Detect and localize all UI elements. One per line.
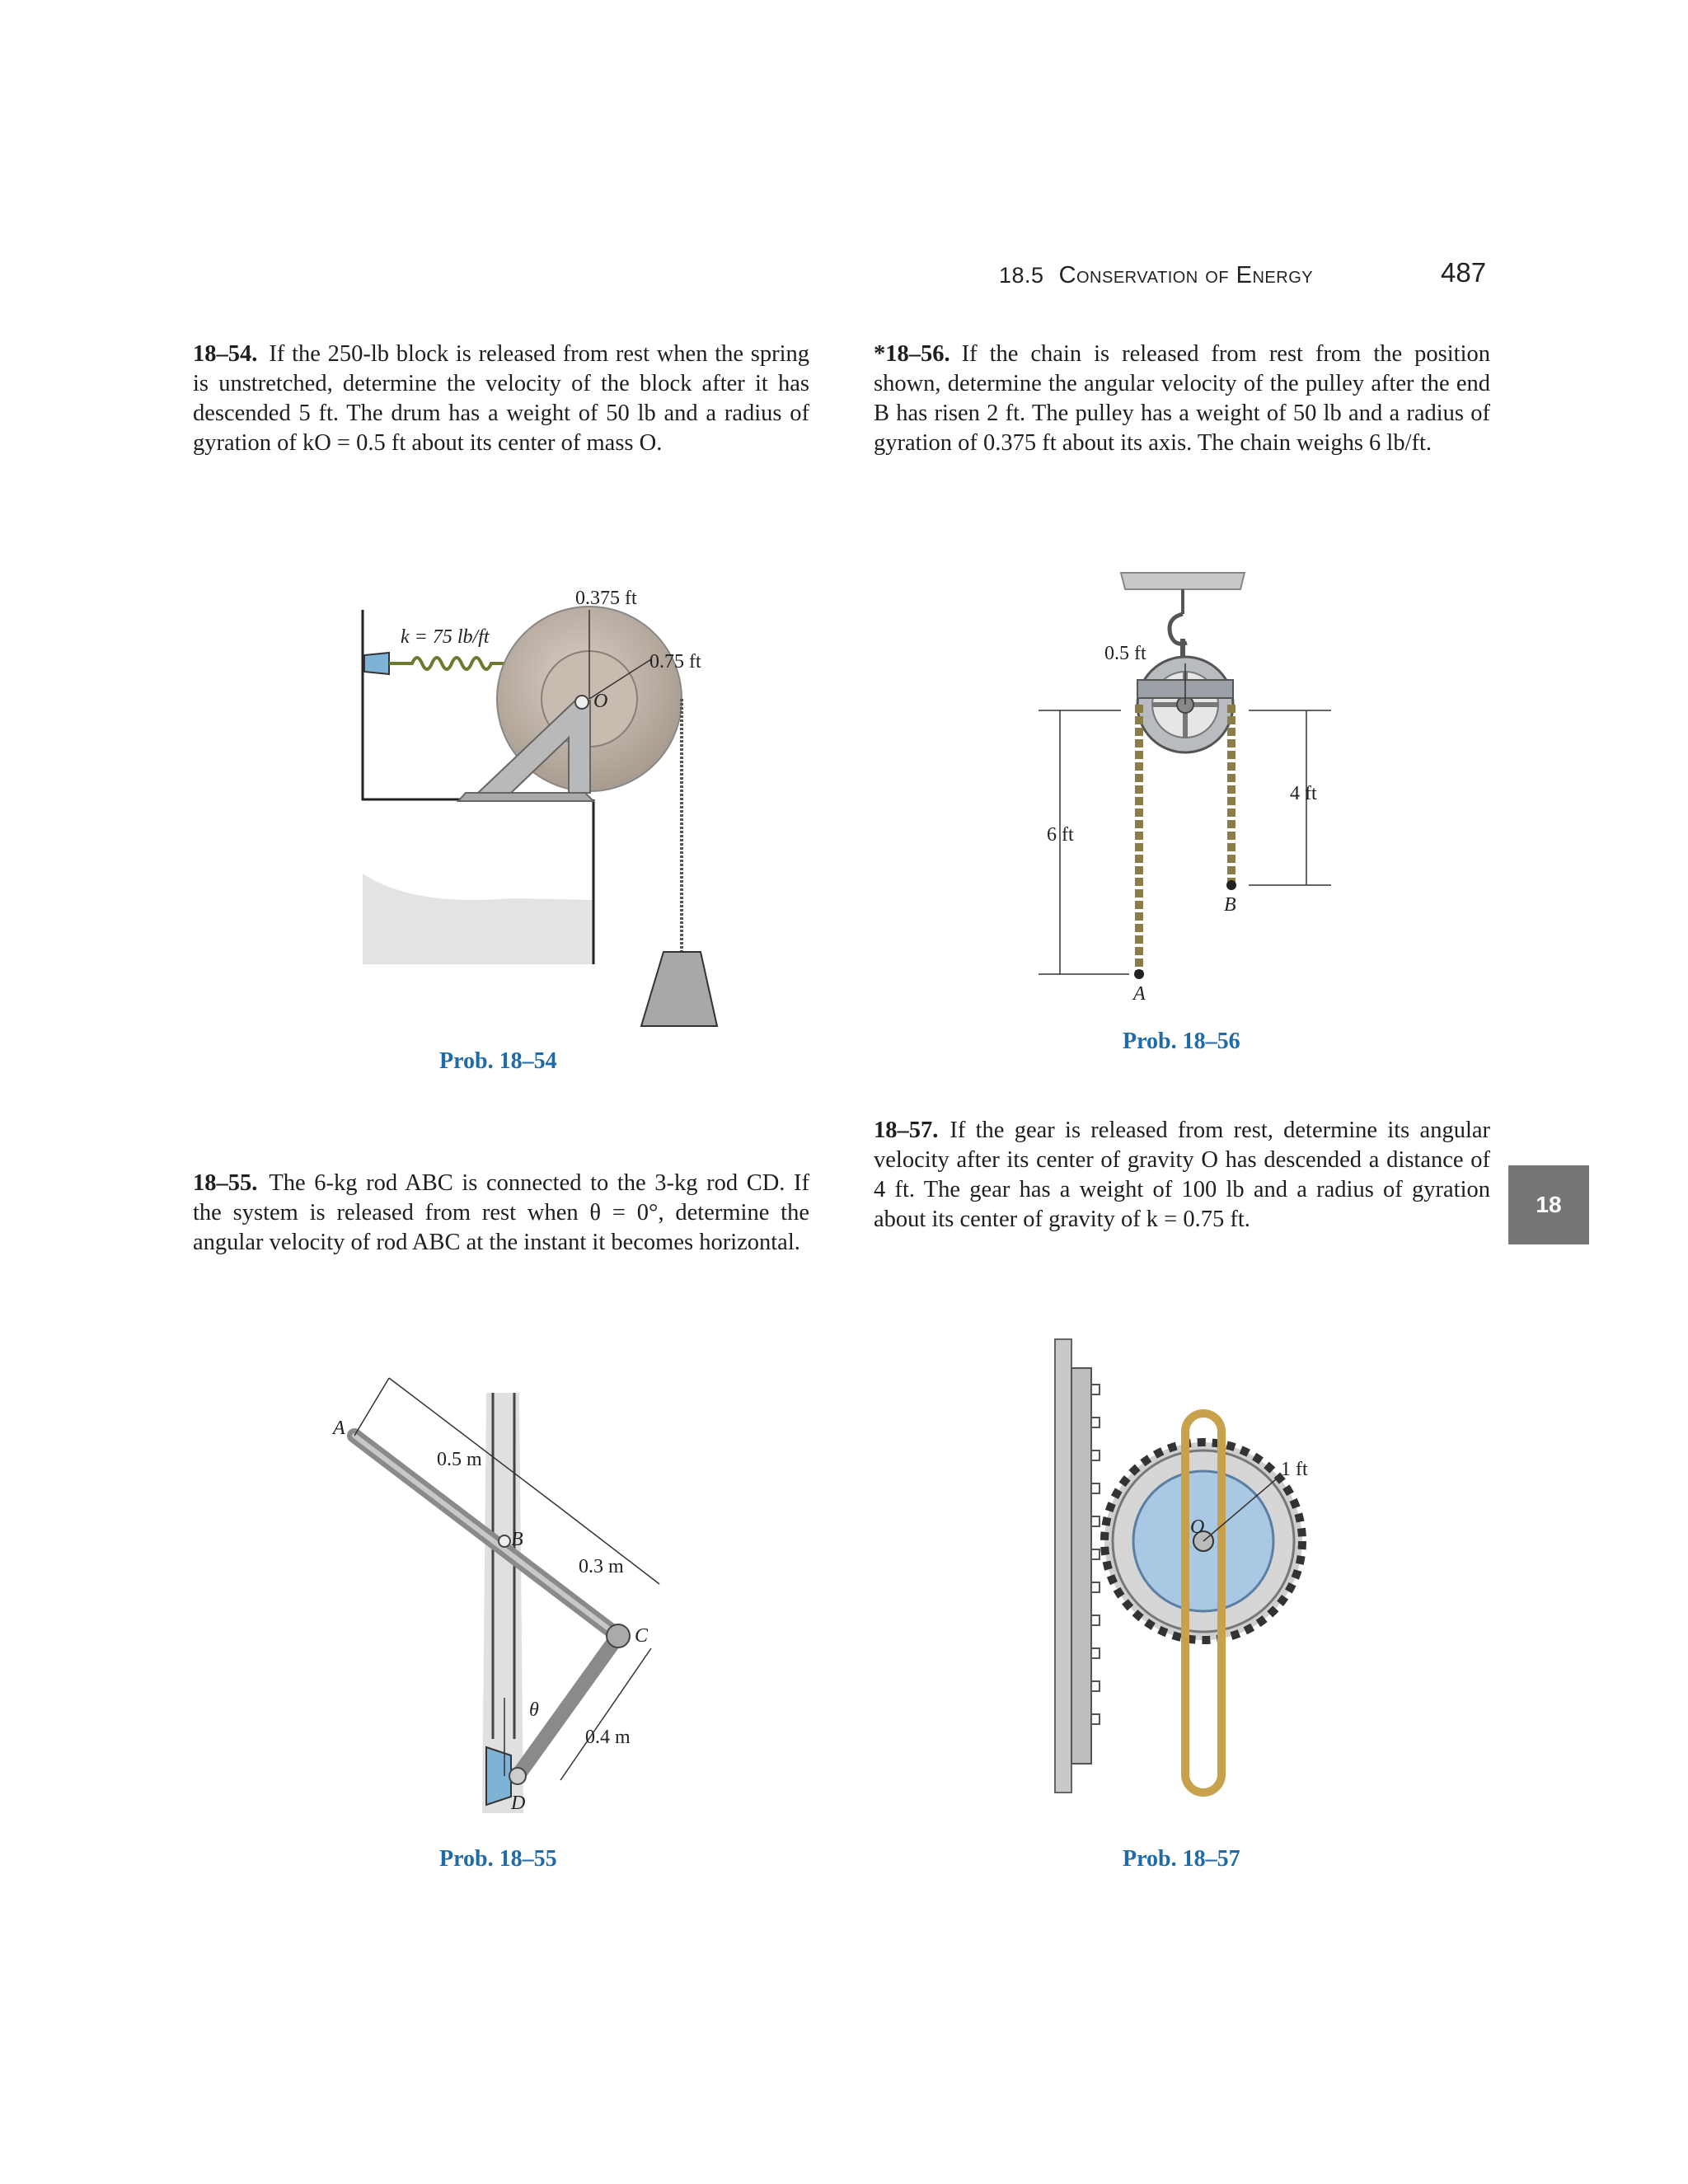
problem-number: 18–54. xyxy=(193,341,258,367)
label-ab-length: 0.5 m xyxy=(437,1449,482,1470)
section-title: Conservation of Energy xyxy=(1058,262,1314,288)
caption-18-55: Prob. 18–55 xyxy=(439,1846,557,1872)
problem-number: 18–55. xyxy=(193,1170,258,1196)
problem-18-54 xyxy=(193,340,809,458)
problem-18-57 xyxy=(874,1116,1490,1235)
label-end-b: B xyxy=(1224,894,1236,916)
label-center-o: O xyxy=(593,691,608,712)
figure-18-55 xyxy=(313,1368,692,1813)
label-left-length: 6 ft xyxy=(1047,824,1074,846)
problem-number: 18–57. xyxy=(874,1118,939,1143)
label-radius: 1 ft xyxy=(1281,1459,1308,1480)
label-bc-length: 0.3 m xyxy=(579,1556,624,1577)
label-right-length: 4 ft xyxy=(1290,783,1317,804)
problem-text: The 6-kg rod ABC is connected to the 3-kg rod CD. If the system is released from rest when θ = 0°, determine the angular velocity of rod ABC at the instant it becomes horizontal. xyxy=(193,1170,809,1255)
figure-18-56 xyxy=(1022,569,1368,1014)
label-cd-length: 0.4 m xyxy=(585,1727,631,1748)
label-radius: 0.5 ft xyxy=(1104,643,1146,664)
label-theta: θ xyxy=(529,1699,539,1721)
problem-18-55 xyxy=(193,1169,809,1258)
caption-18-57: Prob. 18–57 xyxy=(1123,1846,1240,1872)
problem-text: If the gear is released from rest, determine its angular velocity after its center of gravity O has descended a distance of 4 ft. The gear has a weight of 100 lb and a radius of gyration about its center of gravity of k = 0.75 ft. xyxy=(874,1118,1490,1232)
label-end-a: A xyxy=(1133,983,1146,1005)
label-b: B xyxy=(511,1529,523,1550)
caption-18-54: Prob. 18–54 xyxy=(439,1048,557,1074)
label-c: C xyxy=(635,1625,649,1647)
caption-18-56: Prob. 18–56 xyxy=(1123,1029,1240,1054)
page-number: 487 xyxy=(1441,257,1487,288)
problem-text: If the chain is released from rest from the position shown, determine the angular velocity of the pulley after the end B has risen 2 ft. The pulley has a weight of 50 lb and a radius of gyration of 0.375 ft about its axis. The chain weighs 6 lb/ft. xyxy=(874,341,1490,456)
label-a: A xyxy=(333,1418,345,1439)
label-d: D xyxy=(511,1793,526,1814)
label-spring-k: k = 75 lb/ft xyxy=(401,626,490,648)
label-center-o: O xyxy=(1190,1516,1205,1538)
figure-18-57 xyxy=(1047,1335,1343,1797)
label-inner-radius: 0.375 ft xyxy=(575,588,637,609)
label-outer-radius: 0.75 ft xyxy=(649,651,701,673)
chapter-tab: 18 xyxy=(1508,1165,1589,1244)
figure-18-54 xyxy=(313,577,742,1038)
problem-text: If the 250-lb block is released from rest when the spring is unstretched, determine the velocity of the block after it has descended 5 ft. The drum has a weight of 50 lb and a radius of gyration of kO = 0.5 ft about its center of mass O. xyxy=(193,341,809,456)
running-header xyxy=(999,262,1313,289)
section-number: 18.5 xyxy=(999,263,1044,288)
problem-18-56 xyxy=(874,340,1490,458)
problem-number: *18–56. xyxy=(874,341,950,367)
